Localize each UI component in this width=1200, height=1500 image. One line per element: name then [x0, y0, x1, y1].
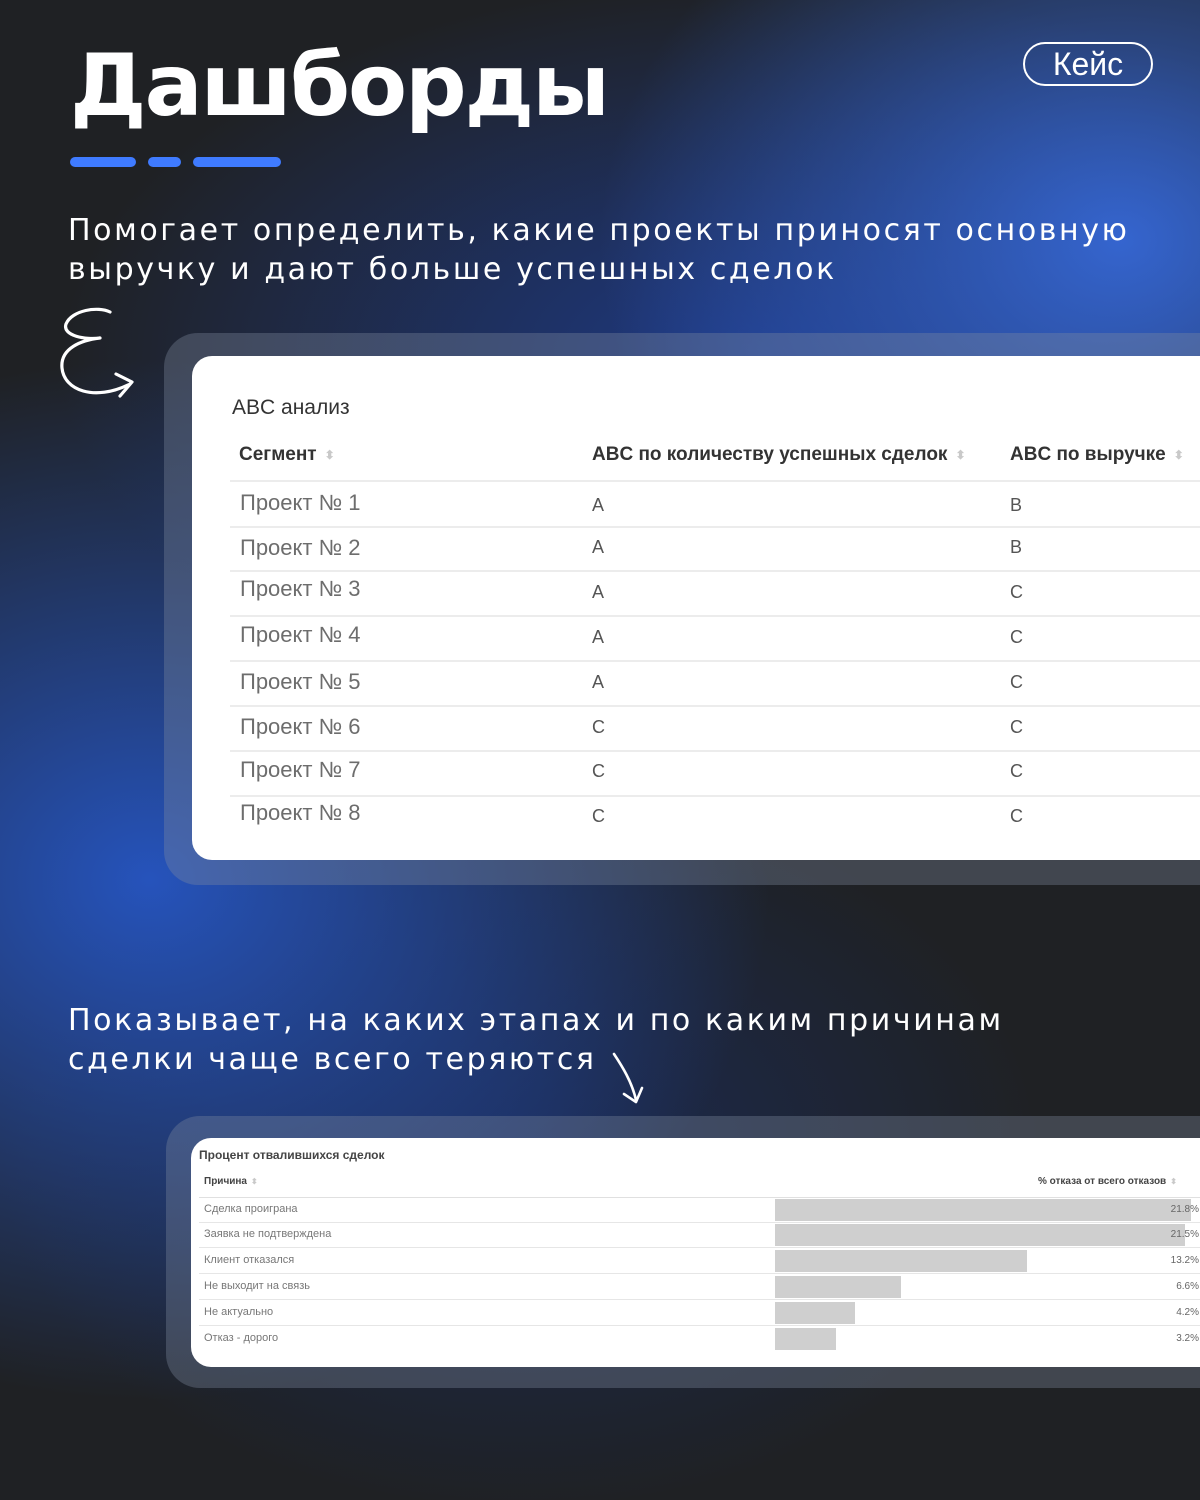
- section1-description-line1: Помогает определить, какие проекты приносят основную: [68, 213, 1130, 248]
- reason-cell: Сделка проиграна: [204, 1203, 298, 1215]
- table-row: [199, 1275, 1200, 1300]
- deals-class-cell: A: [592, 672, 605, 692]
- segment-cell: Проект № 5: [240, 669, 361, 694]
- percent-cell: 21.5%: [1170, 1229, 1199, 1240]
- percent-bar: [775, 1199, 1191, 1221]
- reason-cell: Клиент отказался: [204, 1254, 295, 1266]
- sort-icon[interactable]: ⬍: [1170, 1176, 1177, 1186]
- deals-class-cell: C: [592, 761, 605, 781]
- revenue-class-cell: B: [1010, 495, 1023, 515]
- revenue-class-cell: C: [1010, 672, 1023, 692]
- percent-bar: [775, 1276, 901, 1298]
- segment-cell: Проект № 8: [240, 800, 361, 825]
- revenue-class-cell: C: [1010, 717, 1023, 737]
- deals-class-cell: C: [592, 717, 605, 737]
- abc-analysis-card: [192, 356, 1200, 860]
- percent-cell: 21.8%: [1170, 1204, 1199, 1215]
- table-row: [199, 1249, 1200, 1274]
- table-row: [230, 571, 1200, 617]
- abc-header-deals[interactable]: [592, 444, 966, 466]
- loss-header-percent[interactable]: [1038, 1176, 1177, 1187]
- table-row: [230, 480, 1200, 528]
- sort-icon[interactable]: ⬍: [251, 1176, 258, 1186]
- abc-header-segment-label: Сегмент: [239, 444, 317, 465]
- loss-table-title: Процент отвалившихся сделок: [199, 1148, 385, 1162]
- abc-header-segment[interactable]: [239, 444, 335, 466]
- deals-class-cell: A: [592, 495, 605, 515]
- table-row: [199, 1327, 1200, 1351]
- table-row: [230, 616, 1200, 662]
- abc-header-deals-label: ABC по количеству успешных сделок: [592, 444, 948, 465]
- deals-class-cell: A: [592, 627, 605, 647]
- lost-deals-card: [191, 1138, 1200, 1367]
- deals-class-cell: C: [592, 806, 605, 826]
- reason-cell: Заявка не подтверждена: [204, 1228, 332, 1240]
- down-arrow-icon: [608, 1048, 652, 1108]
- table-row: [230, 796, 1200, 840]
- case-badge: Кейс: [1023, 42, 1153, 86]
- reason-cell: Отказ - дорого: [204, 1332, 279, 1344]
- curly-arrow-icon: [54, 302, 144, 412]
- page-title: Дашборды: [70, 36, 608, 136]
- abc-header-revenue[interactable]: [1010, 444, 1184, 466]
- table-row: [230, 751, 1200, 797]
- deals-class-cell: A: [592, 537, 605, 557]
- revenue-class-cell: C: [1010, 627, 1023, 647]
- segment-cell: Проект № 2: [240, 535, 361, 560]
- percent-cell: 4.2%: [1176, 1307, 1199, 1318]
- percent-cell: 6.6%: [1176, 1281, 1199, 1292]
- loss-header-reason-label: Причина: [204, 1176, 247, 1187]
- segment-cell: Проект № 1: [240, 490, 361, 515]
- loss-header-percent-label: % отказа от всего отказов: [1038, 1176, 1167, 1187]
- accent-dash-3: [193, 157, 281, 167]
- table-row: [230, 661, 1200, 707]
- reason-cell: Не актуально: [204, 1306, 274, 1318]
- table-row: [230, 526, 1200, 572]
- sort-icon[interactable]: ⬍: [1173, 447, 1184, 462]
- section1-description-line2: выручку и дают больше успешных сделок: [68, 252, 837, 287]
- revenue-class-cell: C: [1010, 582, 1023, 602]
- reason-cell: Не выходит на связь: [204, 1280, 310, 1292]
- sort-icon[interactable]: ⬍: [324, 447, 335, 462]
- abc-table-title: ABC анализ: [232, 396, 350, 419]
- table-row: [199, 1197, 1200, 1223]
- abc-header-revenue-label: ABC по выручке: [1010, 444, 1166, 465]
- segment-cell: Проект № 4: [240, 622, 361, 647]
- percent-bar: [775, 1250, 1027, 1272]
- revenue-class-cell: B: [1010, 537, 1023, 557]
- loss-header-reason[interactable]: [204, 1176, 258, 1187]
- segment-cell: Проект № 3: [240, 576, 361, 601]
- percent-cell: 13.2%: [1170, 1255, 1199, 1266]
- segment-cell: Проект № 7: [240, 757, 361, 782]
- section2-description-line2: сделки чаще всего теряются: [68, 1042, 597, 1077]
- sort-icon[interactable]: ⬍: [955, 447, 966, 462]
- percent-cell: 3.2%: [1176, 1333, 1199, 1344]
- deals-class-cell: A: [592, 582, 605, 602]
- table-row: [230, 706, 1200, 752]
- percent-bar: [775, 1224, 1185, 1246]
- percent-bar: [775, 1302, 855, 1324]
- revenue-class-cell: C: [1010, 806, 1023, 826]
- accent-dash-1: [70, 157, 136, 167]
- percent-bar: [775, 1328, 836, 1350]
- accent-dash-2: [148, 157, 181, 167]
- revenue-class-cell: C: [1010, 761, 1023, 781]
- section2-description-line1: Показывает, на каких этапах и по каким причинам: [68, 1003, 1004, 1038]
- table-row: [199, 1223, 1200, 1248]
- segment-cell: Проект № 6: [240, 714, 361, 739]
- table-row: [199, 1301, 1200, 1326]
